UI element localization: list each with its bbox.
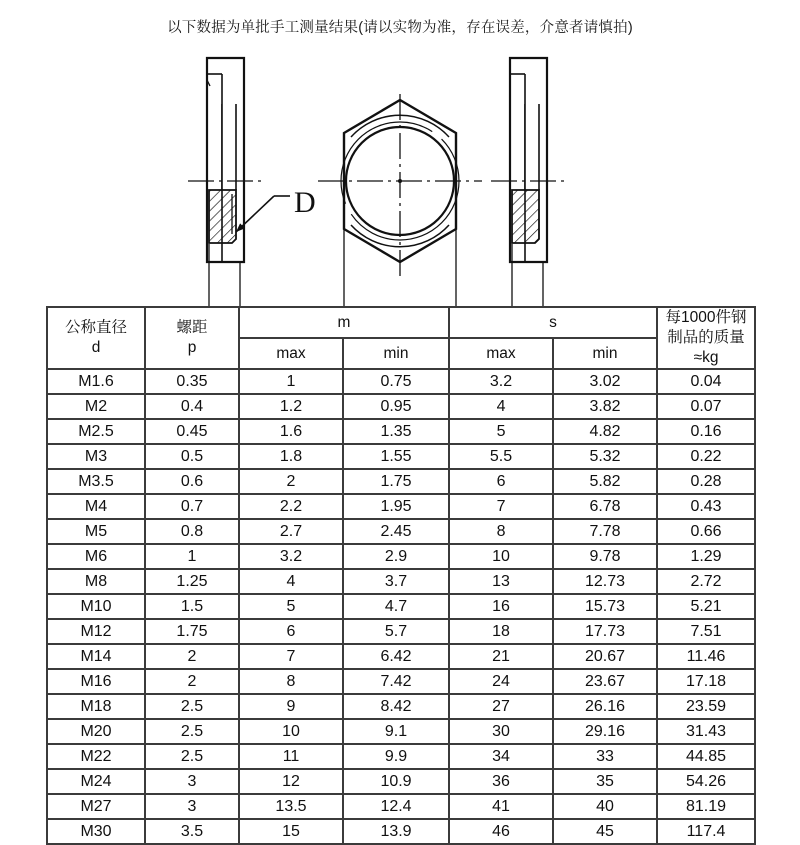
left-side-section-view bbox=[207, 58, 244, 262]
cell-s-min: 7.78 bbox=[553, 519, 657, 544]
table-row bbox=[47, 469, 755, 494]
label-bore-diameter-D: D bbox=[294, 186, 316, 219]
cell-nominal-diameter: M6 bbox=[47, 544, 145, 569]
cell-pitch: 0.8 bbox=[145, 519, 239, 544]
cell-s-max: 4 bbox=[449, 394, 553, 419]
table-row bbox=[47, 419, 755, 444]
cell-s-min: 15.73 bbox=[553, 594, 657, 619]
cell-nominal-diameter: M10 bbox=[47, 594, 145, 619]
cell-s-max: 7 bbox=[449, 494, 553, 519]
cell-mass: 2.72 bbox=[657, 569, 755, 594]
header-mass-per-1000 bbox=[657, 307, 755, 369]
cell-pitch: 2.5 bbox=[145, 744, 239, 769]
cell-m-max: 2 bbox=[239, 469, 343, 494]
right-side-section-view bbox=[510, 58, 547, 262]
cell-pitch: 3.5 bbox=[145, 819, 239, 844]
cell-mass: 0.07 bbox=[657, 394, 755, 419]
cell-pitch: 2.5 bbox=[145, 694, 239, 719]
cell-s-min: 23.67 bbox=[553, 669, 657, 694]
cell-m-max: 12 bbox=[239, 769, 343, 794]
header-group-m: m bbox=[239, 307, 449, 338]
cell-mass: 11.46 bbox=[657, 644, 755, 669]
cell-s-max: 21 bbox=[449, 644, 553, 669]
cell-nominal-diameter: M27 bbox=[47, 794, 145, 819]
header-nominal-diameter bbox=[47, 307, 145, 369]
cell-pitch: 0.6 bbox=[145, 469, 239, 494]
hex-nut-technical-drawing bbox=[0, 44, 800, 302]
cell-m-min: 13.9 bbox=[343, 819, 449, 844]
cell-mass: 0.22 bbox=[657, 444, 755, 469]
cell-pitch: 0.45 bbox=[145, 419, 239, 444]
header-m-min: min bbox=[343, 338, 449, 369]
cell-s-min: 3.02 bbox=[553, 369, 657, 394]
cell-mass: 0.43 bbox=[657, 494, 755, 519]
cell-nominal-diameter: M30 bbox=[47, 819, 145, 844]
table-row bbox=[47, 819, 755, 844]
table-row bbox=[47, 769, 755, 794]
table-row bbox=[47, 644, 755, 669]
cell-s-max: 30 bbox=[449, 719, 553, 744]
table-header bbox=[47, 307, 755, 369]
table-row bbox=[47, 594, 755, 619]
cell-nominal-diameter: M24 bbox=[47, 769, 145, 794]
cell-pitch: 2 bbox=[145, 644, 239, 669]
cell-mass: 23.59 bbox=[657, 694, 755, 719]
cell-m-max: 9 bbox=[239, 694, 343, 719]
header-nominal-diameter-line2: d bbox=[91, 339, 101, 356]
cell-s-max: 46 bbox=[449, 819, 553, 844]
cell-pitch: 1.5 bbox=[145, 594, 239, 619]
cell-s-max: 10 bbox=[449, 544, 553, 569]
cell-mass: 81.19 bbox=[657, 794, 755, 819]
table-row bbox=[47, 719, 755, 744]
cell-nominal-diameter: M18 bbox=[47, 694, 145, 719]
table-row bbox=[47, 544, 755, 569]
cell-m-min: 9.1 bbox=[343, 719, 449, 744]
table-row bbox=[47, 694, 755, 719]
cell-m-max: 6 bbox=[239, 619, 343, 644]
cell-m-max: 7 bbox=[239, 644, 343, 669]
cell-nominal-diameter: M3 bbox=[47, 444, 145, 469]
cell-mass: 0.28 bbox=[657, 469, 755, 494]
cell-s-max: 36 bbox=[449, 769, 553, 794]
cell-s-min: 17.73 bbox=[553, 619, 657, 644]
cell-nominal-diameter: M3.5 bbox=[47, 469, 145, 494]
table-header-row-1 bbox=[47, 307, 755, 338]
cell-m-max: 5 bbox=[239, 594, 343, 619]
table-row bbox=[47, 494, 755, 519]
cell-m-min: 12.4 bbox=[343, 794, 449, 819]
table-row bbox=[47, 444, 755, 469]
cell-m-min: 1.95 bbox=[343, 494, 449, 519]
cell-nominal-diameter: M20 bbox=[47, 719, 145, 744]
cell-m-min: 9.9 bbox=[343, 744, 449, 769]
cell-mass: 117.4 bbox=[657, 819, 755, 844]
cell-m-min: 1.75 bbox=[343, 469, 449, 494]
header-pitch-line1: 螺距 bbox=[176, 319, 208, 336]
cell-s-max: 5 bbox=[449, 419, 553, 444]
cell-m-min: 1.55 bbox=[343, 444, 449, 469]
cell-nominal-diameter: M2 bbox=[47, 394, 145, 419]
cell-mass: 31.43 bbox=[657, 719, 755, 744]
cell-pitch: 0.7 bbox=[145, 494, 239, 519]
hex-view-centerlines bbox=[318, 94, 482, 276]
cell-pitch: 0.5 bbox=[145, 444, 239, 469]
cell-pitch: 2 bbox=[145, 669, 239, 694]
nut-specification-table bbox=[46, 306, 756, 845]
cell-s-max: 16 bbox=[449, 594, 553, 619]
cell-m-min: 7.42 bbox=[343, 669, 449, 694]
cell-pitch: 1.25 bbox=[145, 569, 239, 594]
nut-specification-table-container bbox=[46, 306, 754, 845]
cell-mass: 1.29 bbox=[657, 544, 755, 569]
cell-m-max: 2.2 bbox=[239, 494, 343, 519]
cell-s-min: 45 bbox=[553, 819, 657, 844]
header-s-max: max bbox=[449, 338, 553, 369]
cell-nominal-diameter: M2.5 bbox=[47, 419, 145, 444]
cell-m-max: 3.2 bbox=[239, 544, 343, 569]
cell-nominal-diameter: M4 bbox=[47, 494, 145, 519]
cell-pitch: 3 bbox=[145, 769, 239, 794]
table-row bbox=[47, 669, 755, 694]
cell-m-min: 2.45 bbox=[343, 519, 449, 544]
cell-s-max: 27 bbox=[449, 694, 553, 719]
table-row bbox=[47, 519, 755, 544]
header-nominal-diameter-line1: 公称直径 bbox=[64, 319, 127, 336]
table-row bbox=[47, 619, 755, 644]
cell-m-min: 6.42 bbox=[343, 644, 449, 669]
header-group-s: s bbox=[449, 307, 657, 338]
cell-mass: 0.66 bbox=[657, 519, 755, 544]
cell-m-max: 1.2 bbox=[239, 394, 343, 419]
table-body bbox=[47, 369, 755, 844]
cell-m-min: 0.95 bbox=[343, 394, 449, 419]
cell-m-min: 10.9 bbox=[343, 769, 449, 794]
cell-pitch: 1 bbox=[145, 544, 239, 569]
cell-m-min: 5.7 bbox=[343, 619, 449, 644]
cell-s-min: 5.32 bbox=[553, 444, 657, 469]
cell-s-min: 40 bbox=[553, 794, 657, 819]
cell-m-max: 2.7 bbox=[239, 519, 343, 544]
cell-mass: 5.21 bbox=[657, 594, 755, 619]
cell-m-min: 8.42 bbox=[343, 694, 449, 719]
cell-s-min: 4.82 bbox=[553, 419, 657, 444]
cell-mass: 0.04 bbox=[657, 369, 755, 394]
cell-m-max: 1.6 bbox=[239, 419, 343, 444]
header-m-max: max bbox=[239, 338, 343, 369]
cell-nominal-diameter: M22 bbox=[47, 744, 145, 769]
cell-pitch: 2.5 bbox=[145, 719, 239, 744]
cell-m-min: 2.9 bbox=[343, 544, 449, 569]
cell-mass: 0.16 bbox=[657, 419, 755, 444]
cell-pitch: 0.35 bbox=[145, 369, 239, 394]
cell-m-max: 10 bbox=[239, 719, 343, 744]
cell-s-min: 33 bbox=[553, 744, 657, 769]
cell-s-min: 29.16 bbox=[553, 719, 657, 744]
cell-m-min: 4.7 bbox=[343, 594, 449, 619]
cell-s-max: 13 bbox=[449, 569, 553, 594]
cell-mass: 44.85 bbox=[657, 744, 755, 769]
header-s-min: min bbox=[553, 338, 657, 369]
cell-s-max: 18 bbox=[449, 619, 553, 644]
cell-nominal-diameter: M14 bbox=[47, 644, 145, 669]
cell-m-max: 13.5 bbox=[239, 794, 343, 819]
cell-s-max: 8 bbox=[449, 519, 553, 544]
cell-nominal-diameter: M12 bbox=[47, 619, 145, 644]
cell-m-max: 11 bbox=[239, 744, 343, 769]
cell-m-max: 15 bbox=[239, 819, 343, 844]
cell-s-min: 12.73 bbox=[553, 569, 657, 594]
cell-m-min: 3.7 bbox=[343, 569, 449, 594]
cell-s-min: 9.78 bbox=[553, 544, 657, 569]
header-pitch bbox=[145, 307, 239, 369]
table-row bbox=[47, 794, 755, 819]
cell-nominal-diameter: M8 bbox=[47, 569, 145, 594]
cell-pitch: 3 bbox=[145, 794, 239, 819]
cell-nominal-diameter: M16 bbox=[47, 669, 145, 694]
cell-mass: 54.26 bbox=[657, 769, 755, 794]
header-pitch-line2: p bbox=[187, 339, 197, 356]
cell-m-max: 8 bbox=[239, 669, 343, 694]
header-mass-line2: 制品的质量 bbox=[667, 329, 745, 346]
table-row bbox=[47, 369, 755, 394]
cell-s-max: 24 bbox=[449, 669, 553, 694]
cell-s-max: 3.2 bbox=[449, 369, 553, 394]
cell-s-min: 6.78 bbox=[553, 494, 657, 519]
table-row bbox=[47, 744, 755, 769]
cell-pitch: 1.75 bbox=[145, 619, 239, 644]
header-mass-line1: 每1000件钢 bbox=[665, 309, 747, 326]
measurement-disclaimer-text: 以下数据为单批手工测量结果(请以实物为准，存在误差，介意者请慎拍) bbox=[167, 20, 633, 36]
cell-m-min: 0.75 bbox=[343, 369, 449, 394]
table-row bbox=[47, 394, 755, 419]
cell-s-max: 5.5 bbox=[449, 444, 553, 469]
cell-m-min: 1.35 bbox=[343, 419, 449, 444]
cell-s-min: 35 bbox=[553, 769, 657, 794]
cell-nominal-diameter: M1.6 bbox=[47, 369, 145, 394]
cell-nominal-diameter: M5 bbox=[47, 519, 145, 544]
cell-m-max: 1 bbox=[239, 369, 343, 394]
header-mass-line3: ≈kg bbox=[693, 349, 719, 366]
cell-pitch: 0.4 bbox=[145, 394, 239, 419]
cell-mass: 17.18 bbox=[657, 669, 755, 694]
cell-s-max: 6 bbox=[449, 469, 553, 494]
cell-s-min: 3.82 bbox=[553, 394, 657, 419]
cell-s-min: 20.67 bbox=[553, 644, 657, 669]
cell-s-min: 5.82 bbox=[553, 469, 657, 494]
cell-s-max: 34 bbox=[449, 744, 553, 769]
cell-s-min: 26.16 bbox=[553, 694, 657, 719]
cell-mass: 7.51 bbox=[657, 619, 755, 644]
cell-m-max: 4 bbox=[239, 569, 343, 594]
cell-s-max: 41 bbox=[449, 794, 553, 819]
cell-m-max: 1.8 bbox=[239, 444, 343, 469]
table-row bbox=[47, 569, 755, 594]
